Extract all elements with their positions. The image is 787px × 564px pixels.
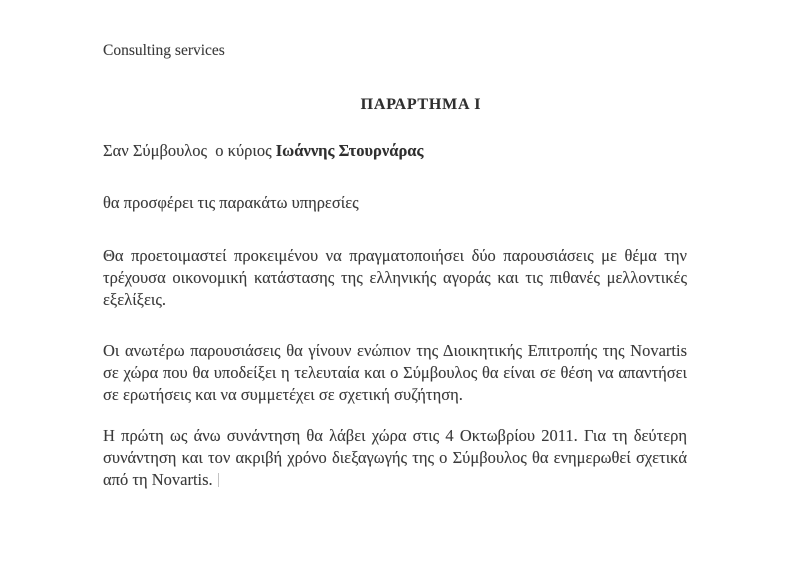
document-content (103, 0, 687, 491)
document-header: Consulting services (103, 42, 225, 59)
paragraph-meeting-date-text: Η πρώτη ως άνω συνάντηση θα λάβει χώρα στις 4 Οκτωβρίου 2011. Για τη δεύτερη συνάντηση και τον ακριβή χρόνο διεξαγωγής της ο Σύμβουλος θα ενημερωθεί σχετικά από τη Novartis. (103, 426, 687, 489)
paragraph-presentations: Θα προετοιμαστεί προκειμένου να πραγματοποιήσει δύο παρουσιάσεις με θέμα την τρέχουσα οικονομική κατάστασης της ελληνικής αγοράς και τις πιθανές μελλοντικές εξελίξεις. (103, 246, 687, 309)
consultant-name: Ιωάννης Στουρνάρας (275, 141, 424, 160)
consultant-line-prefix: Σαν Σύμβουλος ο κύριος (103, 141, 276, 160)
scan-artifact-mark (218, 473, 219, 487)
paragraph-committee: Οι ανωτέρω παρουσιάσεις θα γίνουν ενώπιον της Διοικητικής Επιτροπής της Novartis σε χώρα που θα υποδείξει η τελευταία και ο Σύμβουλος θα είναι σε θέση να απαντήσει σε ερωτήσεις και να συμμετέχει σε σχετική συζήτηση. (103, 341, 687, 404)
consultant-line (103, 140, 687, 162)
appendix-title: ΠΑΡΑΡΤΗΜΑ Ι (360, 96, 482, 113)
paragraph-meeting-date (103, 425, 687, 491)
services-intro: θα προσφέρει τις παρακάτω υπηρεσίες (103, 193, 359, 212)
